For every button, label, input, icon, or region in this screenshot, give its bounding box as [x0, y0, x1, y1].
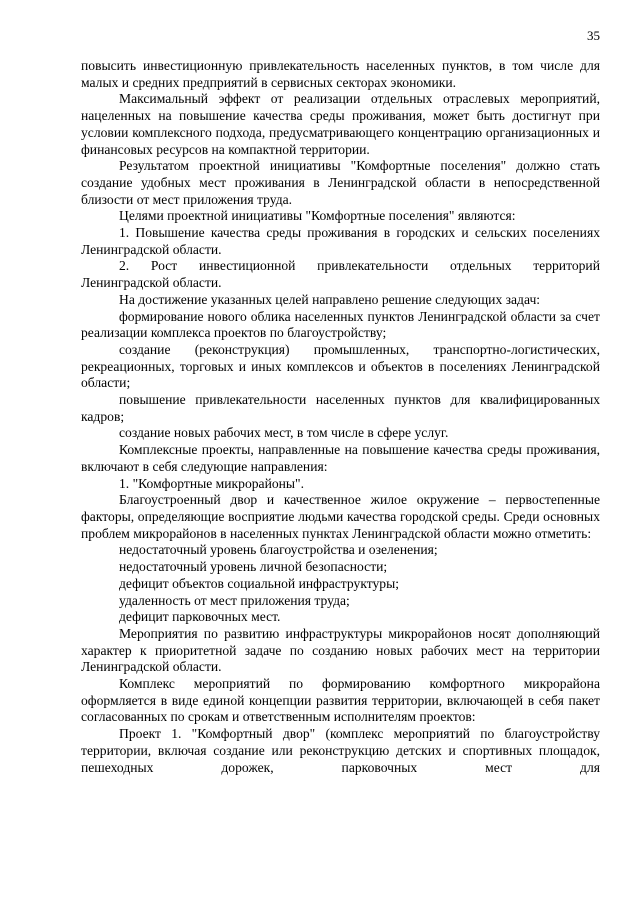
- paragraph: На достижение указанных целей направлено решение следующих задач:: [119, 291, 541, 307]
- paragraph: Целями проектной инициативы "Комфортные поселения" являются:: [119, 208, 516, 224]
- paragraph: недостаточный уровень благоустройства и озеленения;: [119, 542, 438, 558]
- paragraph: дефицит объектов социальной инфраструктуры;: [119, 575, 400, 591]
- paragraph: Комплексные проекты, направленные на повышение качества среды проживания, включают в себя следующие направления:: [81, 442, 600, 474]
- paragraph: удаленность от мест приложения труда;: [119, 592, 350, 608]
- paragraph: 1. Повышение качества среды проживания в городских и сельских поселениях Ленинградской области.: [81, 225, 600, 257]
- paragraph: Комплекс мероприятий по формированию комфортного микрорайона оформляется в виде единой концепции развития территории, включающей в себя пакет согласованных по срокам и ответственным исполнителям проектов:: [81, 676, 600, 725]
- document-body: [81, 58, 600, 776]
- paragraph: повысить инвестиционную привлекательность населенных пунктов, в том числе для малых и средних предприятий в сервисных секторах экономики.: [81, 58, 600, 90]
- paragraph: формирование нового облика населенных пунктов Ленинградской области за счет реализации комплекса проектов по благоустройству;: [81, 308, 600, 341]
- paragraph: Результатом проектной инициативы "Комфортные поселения" должно стать создание удобных мест проживания в Ленинградской области в непосредственной близости от мест приложения труда.: [81, 158, 600, 207]
- paragraph: дефицит парковочных мест.: [119, 609, 281, 625]
- page-number: 35: [587, 28, 600, 43]
- paragraph: 1. "Комфортные микрорайоны".: [119, 475, 305, 491]
- paragraph: недостаточный уровень личной безопасности;: [119, 559, 388, 575]
- paragraph: повышение привлекательности населенных пунктов для квалифицированных кадров;: [81, 392, 600, 424]
- paragraph: Проект 1. "Комфортный двор" (комплекс мероприятий по благоустройству территории, включая создание или реконструкцию детских и спортивных площадок, пешеходных дорожек, парковочных мест для: [81, 726, 600, 775]
- paragraph: 2. Рост инвестиционной привлекательности отдельных территорий Ленинградской области.: [81, 258, 600, 291]
- paragraph: создание новых рабочих мест, в том числе в сфере услуг.: [119, 425, 449, 441]
- paragraph: создание (реконструкция) промышленных, транспортно-логистических, рекреационных, торговых и иных комплексов и объектов в поселениях Ленинградской области;: [81, 341, 600, 391]
- paragraph: Мероприятия по развитию инфраструктуры микрорайонов носят дополняющий характер к приоритетной задаче по созданию новых рабочих мест на территории Ленинградской области.: [81, 625, 600, 675]
- paragraph: Максимальный эффект от реализации отдельных отраслевых мероприятий, нацеленных на повышение качества среды проживания, может быть достигнут при условии комплексного подхода, предусматривающего концентрацию организационных и финансовых ресурсов на компактной территории.: [81, 91, 600, 157]
- paragraph: Благоустроенный двор и качественное жилое окружение – первостепенные факторы, определяющие восприятие людьми качества городской среды. Среди основных проблем микрорайонов в населенных пунктах Ленинградской области можно отметить:: [81, 492, 600, 541]
